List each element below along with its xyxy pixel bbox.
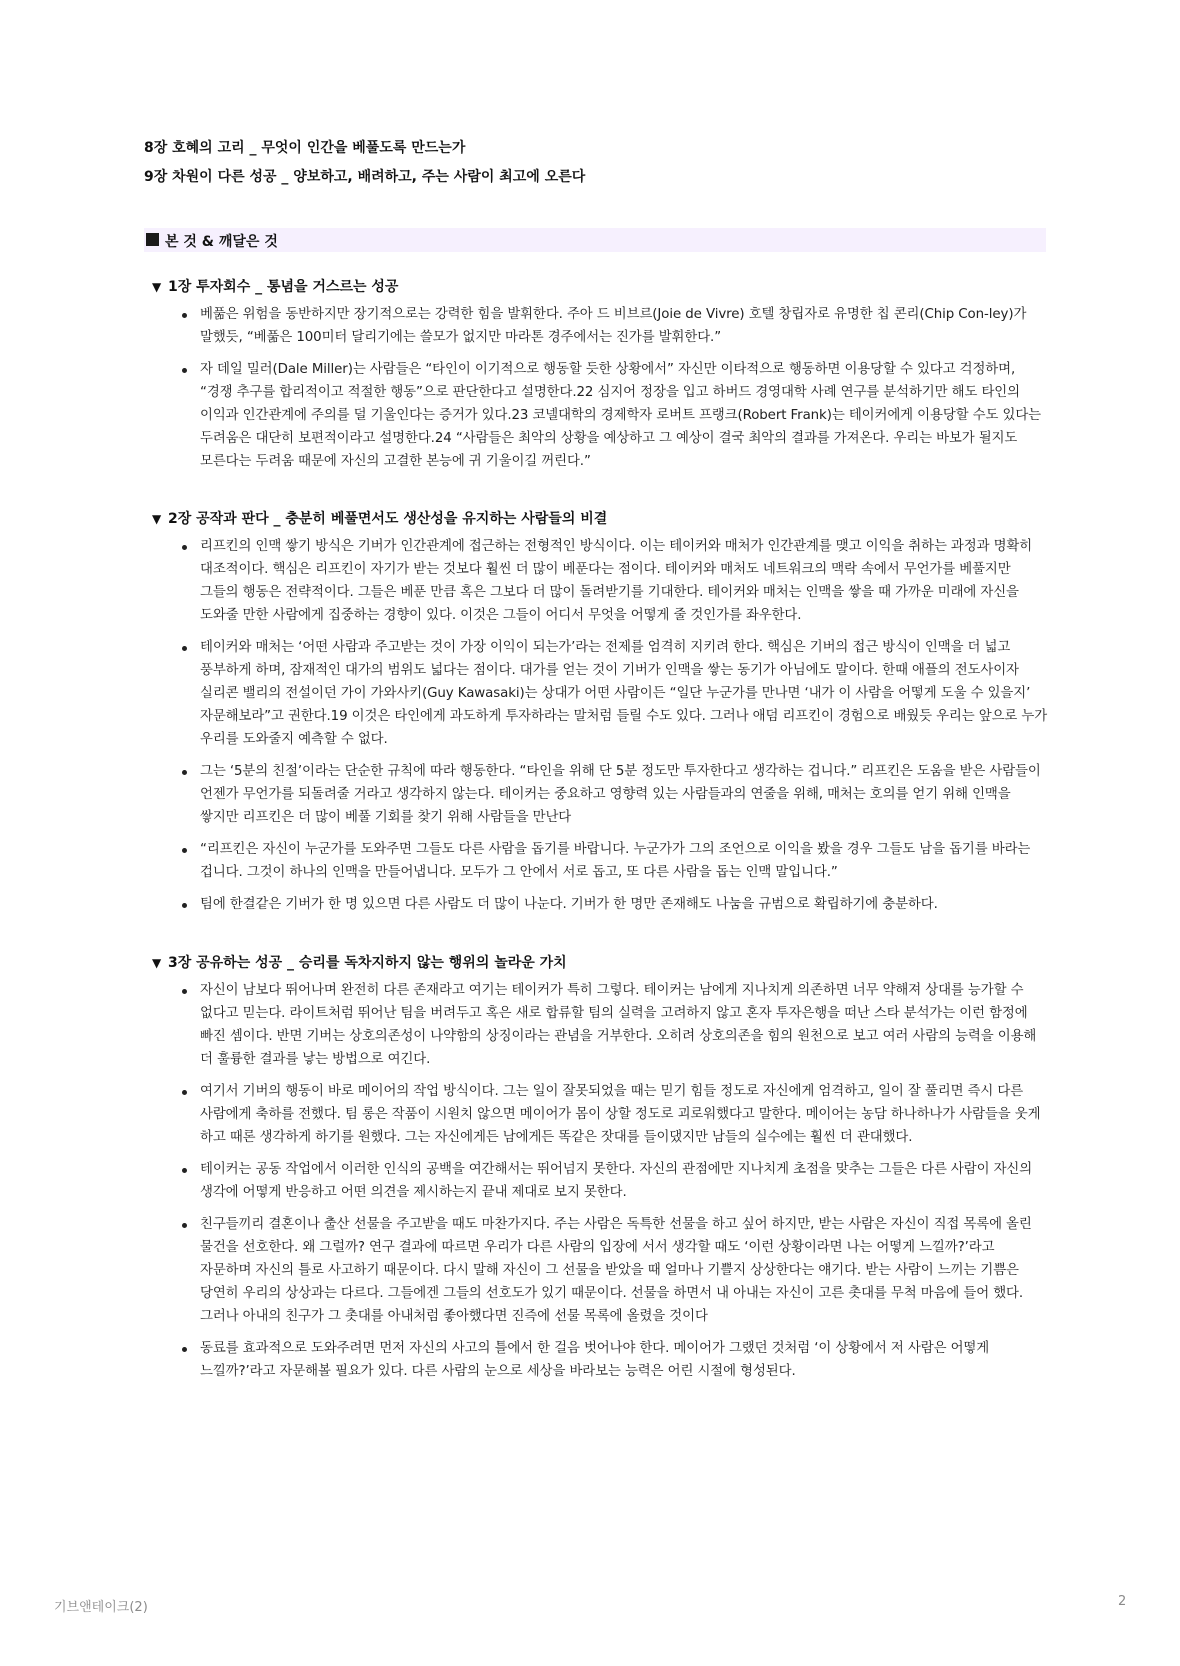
chapter-heading-8: 8장 호혜의 고리 _ 무엇이 인간을 베풀도록 만드는가	[144, 140, 466, 156]
bullet-list-chapter-3	[176, 979, 1048, 1392]
toggle-triangle-icon[interactable]: ▼	[152, 280, 162, 294]
toggle-triangle-icon[interactable]: ▼	[152, 512, 162, 526]
section-header	[144, 228, 1046, 252]
black-square-icon	[146, 233, 159, 246]
bullet-list-chapter-1	[176, 303, 1048, 482]
list-item: 리프킨의 인맥 쌓기 방식은 기버가 인간관계에 접근하는 전형적인 방식이다. 이는 테이커와 매처가 인간관계를 맺고 이익을 취하는 과정과 명확히 대조적이다. 핵심은 리프킨이 자기가 받는 것보다 훨씬 더 많이 베푼다는 점이다. 테이커와 매처도 네트워크의 맥락 속에서 무언가를 베풀지만 그들의 행동은 전략적이다. 그들은 베푼 만큼 혹은 그보다 더 많이 돌려받기를 기대한다. 테이커와 매처는 인맥을 쌓을 때 가까운 미래에 자신을 도와줄 만한 사람에게 집중하는 경향이 있다. 이것은 그들이 어디서 무엇을 어떻게 줄 것인가를 좌우한다.	[176, 535, 1048, 627]
list-item: 동료를 효과적으로 도와주려면 먼저 자신의 사고의 틀에서 한 걸음 벗어나야 한다. 메이어가 그랬던 것처럼 ‘이 상황에서 저 사람은 어떻게 느낄까?’라고 자문해볼 필요가 있다. 다른 사람의 눈으로 세상을 바라보는 능력은 어린 시절에 형성된다.	[176, 1337, 1048, 1383]
list-item: 테이커는 공동 작업에서 이러한 인식의 공백을 여간해서는 뛰어넘지 못한다. 자신의 관점에만 지나치게 초점을 맞추는 그들은 다른 사람이 자신의 생각에 어떻게 반응하고 어떤 의견을 제시하는지 끝내 제대로 보지 못한다.	[176, 1158, 1048, 1204]
list-item: 여기서 기버의 행동이 바로 메이어의 작업 방식이다. 그는 일이 잘못되었을 때는 믿기 힘들 정도로 자신에게 엄격하고, 일이 잘 풀리면 즉시 다른 사람에게 축하를 전했다. 팀 롱은 작품이 시원치 않으면 메이어가 몸이 상할 정도로 괴로워했다고 말한다. 메이어는 농담 하나하나가 사람들을 웃게 하고 때론 생각하게 하기를 원했다. 그는 자신에게든 남에게든 똑같은 잣대를 들이댔지만 남들의 실수에는 훨씬 더 관대했다.	[176, 1080, 1048, 1149]
list-item: “리프킨은 자신이 누군가를 도와주면 그들도 다른 사람을 돕기를 바랍니다. 누군가가 그의 조언으로 이익을 봤을 경우 그들도 남을 돕기를 바라는 겁니다. 그것이 하나의 인맥을 만들어냅니다. 모두가 그 안에서 서로 돕고, 또 다른 사람을 돕는 인맥 말입니다.”	[176, 838, 1048, 884]
section-title: 본 것 & 깨달은 것	[165, 234, 278, 250]
toggle-title: 1장 투자회수 _ 통념을 거스르는 성공	[168, 279, 399, 295]
list-item: 자신이 남보다 뛰어나며 완전히 다른 존재라고 여기는 테이커가 특히 그렇다. 테이커는 남에게 지나치게 의존하면 너무 약해져 상대를 능가할 수 없다고 믿는다. 라이트처럼 뛰어난 팀을 버려두고 혹은 새로 합류할 팀의 실력을 고려하지 않고 혼자 투자은행을 떠난 스타 분석가는 이런 함정에 빠진 셈이다. 반면 기버는 상호의존성이 나약함의 상징이라는 관념을 거부한다. 오히려 상호의존을 힘의 원천으로 보고 여러 사람의 능력을 이용해 더 훌륭한 결과를 낳는 방법으로 여긴다.	[176, 979, 1048, 1071]
footer-page-number: 2	[1118, 1594, 1127, 1609]
list-item: 베풂은 위험을 동반하지만 장기적으로는 강력한 힘을 발휘한다. 주아 드 비브르(Joie de Vivre) 호텔 창립자로 유명한 칩 콘리(Chip Con-ley)가 말했듯, “베풂은 100미터 달리기에는 쓸모가 없지만 마라톤 경주에서는 진가를 발휘한다.”	[176, 303, 1048, 349]
bullet-list-chapter-2	[176, 535, 1048, 925]
list-item: 그는 ‘5분의 친절’이라는 단순한 규칙에 따라 행동한다. “타인을 위해 단 5분 정도만 투자한다고 생각하는 겁니다.” 리프킨은 도움을 받은 사람들이 언젠가 무언가를 되돌려줄 거라고 생각하지 않는다. 테이커는 중요하고 영향력 있는 사람들과의 연줄을 위해, 매처는 호의를 얻기 위해 인맥을 쌓지만 리프킨은 더 많이 베풀 기회를 찾기 위해 사람들을 만난다	[176, 760, 1048, 829]
toggle-triangle-icon[interactable]: ▼	[152, 956, 162, 970]
list-item: 테이커와 매처는 ‘어떤 사람과 주고받는 것이 가장 이익이 되는가’라는 전제를 엄격히 지키려 한다. 핵심은 기버의 접근 방식이 인맥을 더 넓고 풍부하게 하며, 잠재적인 대가의 범위도 넓다는 점이다. 대가를 얻는 것이 기버가 인맥을 쌓는 동기가 아님에도 말이다. 한때 애플의 전도사이자 실리콘 밸리의 전설이던 가이 가와사키(Guy Kawasaki)는 상대가 어떤 사람이든 “일단 누군가를 만나면 ‘내가 이 사람을 어떻게 도울 수 있을지’ 자문해보라”고 권한다.19 이것은 타인에게 과도하게 투자하라는 말처럼 들릴 수도 있다. 그러나 애덤 리프킨이 경험으로 배웠듯 우리는 앞으로 누가 우리를 도와줄지 예측할 수 없다.	[176, 636, 1048, 751]
toggle-chapter-1[interactable]	[152, 276, 398, 296]
footer-doc-title: 기브앤테이크(2)	[54, 1600, 148, 1615]
list-item: 친구들끼리 결혼이나 출산 선물을 주고받을 때도 마찬가지다. 주는 사람은 독특한 선물을 하고 싶어 하지만, 받는 사람은 자신이 직접 목록에 올린 물건을 선호한다. 왜 그럴까? 연구 결과에 따르면 우리가 다른 사람의 입장에 서서 생각할 때도 ‘이런 상황이라면 나는 어떻게 느낄까?’라고 자문하며 자신의 틀로 사고하기 때문이다. 다시 말해 자신이 그 선물을 받았을 때 얼마나 기쁠지 상상한다는 얘기다. 받는 사람이 느끼는 기쁨은 당연히 우리의 상상과는 다르다. 그들에겐 그들의 선호도가 있기 때문이다. 선물을 하면서 내 아내는 자신이 고른 촛대를 무척 마음에 들어 했다. 그러나 아내의 친구가 그 촛대를 아내처럼 좋아했다면 진즉에 선물 목록에 올렸을 것이다	[176, 1213, 1048, 1328]
list-item: 팀에 한결같은 기버가 한 명 있으면 다른 사람도 더 많이 나눈다. 기버가 한 명만 존재해도 나눔을 규범으로 확립하기에 충분하다.	[176, 893, 1048, 916]
toggle-title: 3장 공유하는 성공 _ 승리를 독차지하지 않는 행위의 놀라운 가치	[168, 955, 567, 971]
list-item: 자 데일 밀러(Dale Miller)는 사람들은 “타인이 이기적으로 행동할 듯한 상황에서” 자신만 이타적으로 행동하면 이용당할 수 있다고 걱정하며, “경쟁 추구를 합리적이고 적절한 행동”으로 판단한다고 설명한다.22 심지어 정장을 입고 하버드 경영대학 사례 연구를 분석하기만 해도 타인의 이익과 인간관계에 주의를 덜 기울인다는 증거가 있다.23 코넬대학의 경제학자 로버트 프랭크(Robert Frank)는 테이커에게 이용당할 수도 있다는 두려움은 대단히 보편적이라고 설명한다.24 “사람들은 최악의 상황을 예상하고 그 예상이 결국 최악의 결과를 가져온다. 우리는 바보가 될지도 모른다는 두려움 때문에 자신의 고결한 본능에 귀 기울이길 꺼린다.”	[176, 358, 1048, 473]
toggle-chapter-2[interactable]	[152, 508, 607, 528]
toggle-title: 2장 공작과 판다 _ 충분히 베풀면서도 생산성을 유지하는 사람들의 비결	[168, 511, 608, 527]
toggle-chapter-3[interactable]	[152, 952, 567, 972]
chapter-heading-9: 9장 차원이 다른 성공 _ 양보하고, 배려하고, 주는 사람이 최고에 오른다	[144, 169, 586, 185]
